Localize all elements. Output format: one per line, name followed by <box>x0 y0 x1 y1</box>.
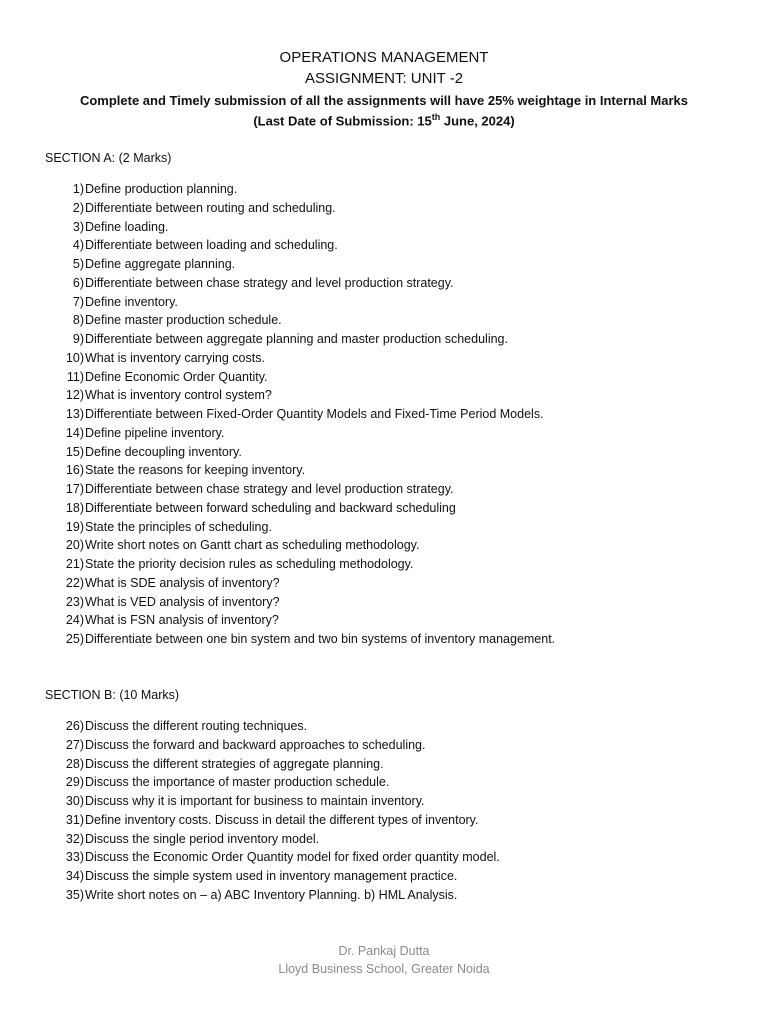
question-text: What is VED analysis of inventory? <box>85 594 280 609</box>
question-text: Discuss the different routing techniques. <box>85 719 308 733</box>
question-number: 26) <box>65 719 84 733</box>
question-text: Write short notes on – a) ABC Inventory Planning. b) HML Analysis. <box>85 887 458 902</box>
question-number: 23) <box>65 594 84 609</box>
question-text: Define pipeline inventory. <box>85 425 225 440</box>
question-number: 22) <box>65 575 84 590</box>
question-text: State the reasons for keeping inventory. <box>85 463 306 478</box>
question-number: 16) <box>65 463 84 478</box>
weightage-note: Complete and Timely submission of all the assignments will have 25% weightage in Internal Marks <box>79 93 689 108</box>
question-text: Differentiate between one bin system and two bin systems of inventory management. <box>85 632 556 646</box>
question-number: 9) <box>72 332 84 346</box>
question-number: 1) <box>72 182 84 196</box>
question-text: Define master production schedule. <box>85 313 282 328</box>
question-number: 24) <box>65 613 84 628</box>
question-text: Discuss why it is important for business to maintain inventory. <box>85 794 425 808</box>
question-text: What is FSN analysis of inventory? <box>85 613 279 628</box>
question-text: What is inventory control system? <box>85 388 272 403</box>
question-number: 3) <box>72 219 84 234</box>
question-text: State the principles of scheduling. <box>85 519 272 534</box>
question-number: 15) <box>65 444 84 459</box>
question-text: What is SDE analysis of inventory? <box>85 575 280 590</box>
question-text: Define loading. <box>85 219 169 234</box>
section-b-heading: SECTION B: (10 Marks) <box>45 688 180 702</box>
question-number: 11) <box>66 369 84 384</box>
deadline-prefix: (Last Date of Submission: 15 <box>253 113 432 129</box>
question-text: Differentiate between forward scheduling and backward scheduling <box>85 500 456 515</box>
question-number: 6) <box>72 275 84 290</box>
question-number: 2) <box>72 200 84 215</box>
deadline-suffix: June, 2024) <box>440 113 515 129</box>
question-text: Differentiate between chase strategy and level production strategy. <box>85 275 454 290</box>
question-number: 20) <box>65 538 84 553</box>
question-number: 12) <box>65 388 84 403</box>
question-text: Write short notes on Gantt chart as scheduling methodology. <box>85 538 420 553</box>
question-number: 35) <box>65 887 84 902</box>
section-a-heading: SECTION A: (2 Marks) <box>45 151 172 165</box>
question-text: What is inventory carrying costs. <box>85 350 265 365</box>
question-number: 29) <box>65 775 84 790</box>
question-number: 27) <box>65 737 84 752</box>
question-text: Differentiate between chase strategy and level production strategy. <box>85 482 454 496</box>
question-number: 5) <box>72 257 84 271</box>
question-number: 28) <box>65 756 84 771</box>
question-text: Discuss the simple system used in inventory management practice. <box>85 869 458 883</box>
question-number: 25) <box>65 632 84 646</box>
question-number: 21) <box>65 557 84 571</box>
question-text: Define decoupling inventory. <box>85 444 242 459</box>
question-number: 17) <box>65 482 84 496</box>
question-number: 14) <box>65 425 84 440</box>
question-number: 13) <box>65 407 84 421</box>
question-number: 18) <box>65 500 84 515</box>
question-text: Discuss the single period inventory model. <box>85 831 320 846</box>
question-number: 8) <box>72 313 84 328</box>
question-number: 7) <box>72 294 84 309</box>
deadline-note <box>0 112 768 128</box>
question-text: Discuss the different strategies of aggregate planning. <box>85 756 384 771</box>
question-text: Discuss the forward and backward approaches to scheduling. <box>85 737 426 752</box>
assignment-subtitle: ASSIGNMENT: UNIT -2 <box>304 70 464 87</box>
footer-author: Dr. Pankaj Dutta <box>338 944 430 958</box>
question-text: Define Economic Order Quantity. <box>85 369 268 384</box>
document-title: OPERATIONS MANAGEMENT <box>279 49 489 66</box>
question-text: Define inventory. <box>85 294 178 309</box>
question-number: 30) <box>65 794 84 808</box>
question-text: Differentiate between aggregate planning and master production scheduling. <box>85 332 508 346</box>
question-number: 31) <box>65 812 84 827</box>
question-text: Define inventory costs. Discuss in detail the different types of inventory. <box>85 812 479 827</box>
question-text: Differentiate between loading and scheduling. <box>85 238 338 253</box>
question-text: State the priority decision rules as scheduling methodology. <box>85 557 414 571</box>
question-number: 10) <box>65 350 84 365</box>
question-number: 33) <box>65 850 84 865</box>
question-number: 32) <box>65 831 84 846</box>
question-text: Discuss the importance of master production schedule. <box>85 775 390 790</box>
question-text: Differentiate between Fixed-Order Quantity Models and Fixed-Time Period Models. <box>85 407 544 421</box>
question-number: 34) <box>65 869 84 883</box>
deadline-superscript: th <box>431 112 441 122</box>
question-text: Discuss the Economic Order Quantity model for fixed order quantity model. <box>85 850 500 865</box>
question-text: Define production planning. <box>85 182 238 196</box>
question-number: 4) <box>72 238 84 253</box>
question-number: 19) <box>65 519 84 534</box>
footer-institution: Lloyd Business School, Greater Noida <box>278 962 490 976</box>
question-text: Differentiate between routing and scheduling. <box>85 200 336 215</box>
question-text: Define aggregate planning. <box>85 257 236 271</box>
